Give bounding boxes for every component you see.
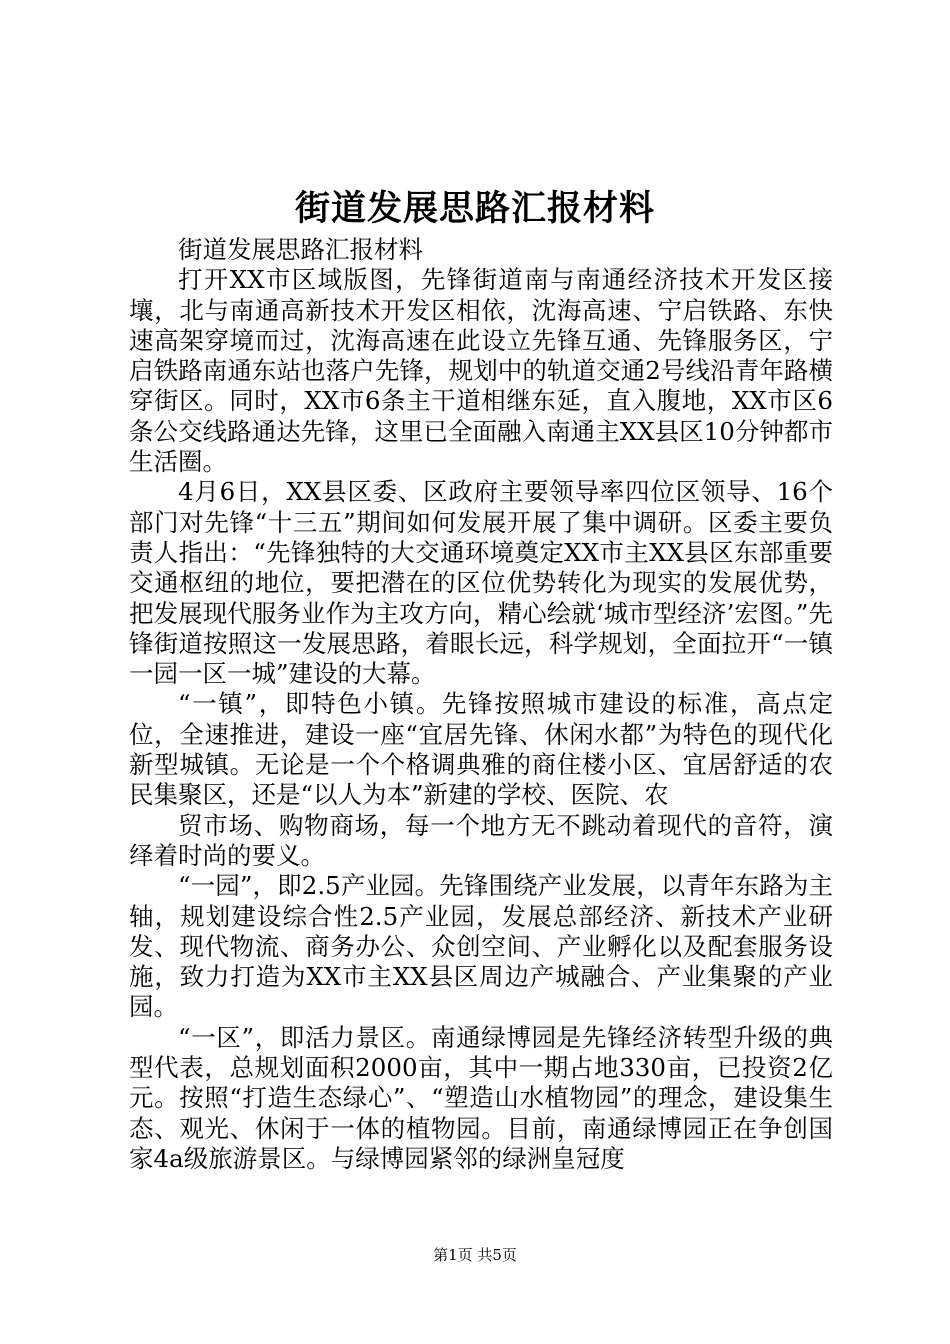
paragraph: “一镇”，即特色小镇。先锋按照城市建设的标准，高点定位，全速推进，建设一座“宜居先锋、休闲水都”为特色的现代化新型城镇。无论是一个个格调典雅的商住楼小区、宜居舒适的农民集聚区，还是“以人为本”新建的学校、医院、农 bbox=[129, 689, 833, 810]
paragraph: “一区”，即活力景区。南通绿博园是先锋经济转型升级的典型代表，总规划面积2000亩，其中一期占地330亩，已投资2亿元。按照“打造生态绿心”、“塑造山水植物园”的理念，建设集生态、观光、休闲于一体的植物园。目前，南通绿博园正在争创国家4a级旅游景区。与绿博园紧邻的绿洲皇冠度 bbox=[129, 1022, 833, 1173]
paragraph: 街道发展思路汇报材料 bbox=[178, 235, 423, 264]
document-title: 街道发展思路汇报材料 bbox=[294, 188, 655, 229]
document-body bbox=[129, 235, 833, 1174]
page-indicator: 第1页 共5页 bbox=[433, 1246, 517, 1264]
page-footer bbox=[0, 1245, 950, 1265]
paragraph: 贸市场、购物商场，每一个地方无不跳动着现代的音符，演绎着时尚的要义。 bbox=[129, 810, 833, 870]
paragraph: “一园”，即2.5产业园。先锋围绕产业发展，以青年东路为主轴，规划建设综合性2.5产业园，发展总部经济、新技术产业研发、现代物流、商务办公、众创空间、产业孵化以及配套服务设施，致力打造为XX市主XX县区周边产城融合、产业集聚的产业园。 bbox=[129, 871, 833, 1022]
paragraph: 打开XX市区域版图，先锋街道南与南通经济技术开发区接壤，北与南通高新技术开发区相依，沈海高速、宁启铁路、东快速高架穿境而过，沈海高速在此设立先锋互通、先锋服务区，宁启铁路南通东站也落户先锋，规划中的轨道交通2号线沿青年路横穿街区。同时，XX市6条主干道相继东延，直入腹地，XX市区6条公交线路通达先锋，这里已全面融入南通主XX县区10分钟都市生活圈。 bbox=[129, 265, 833, 477]
paragraph: 4月6日，XX县区委、区政府主要领导率四位区领导、16个部门对先锋“十三五”期间如何发展开展了集中调研。区委主要负责人指出：“先锋独特的大交通环境奠定XX市主XX县区东部重要交通枢纽的地位，要把潜在的区位优势转化为现实的发展优势，把发展现代服务业作为主攻方向，精心绘就‘城市型经济’宏图。”先锋街道按照这一发展思路，着眼长远，科学规划，全面拉开“一镇一园一区一城”建设的大幕。 bbox=[129, 477, 833, 689]
